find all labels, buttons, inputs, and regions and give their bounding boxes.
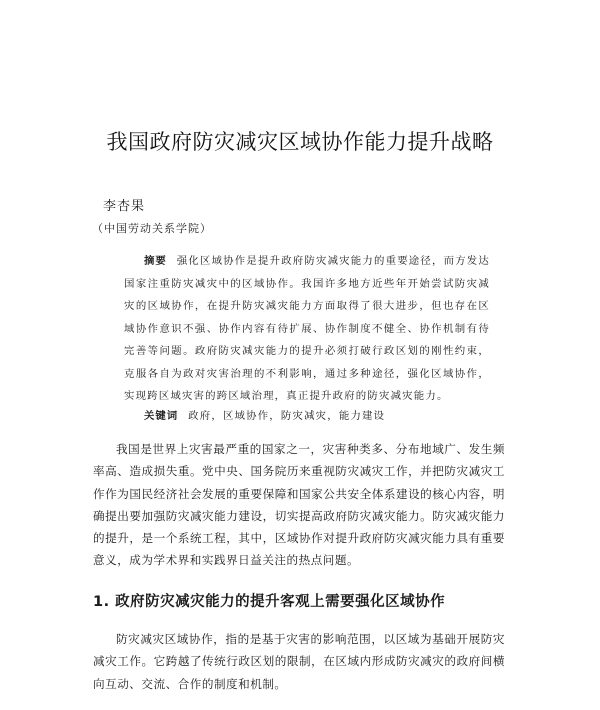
- author-affiliation: （中国劳动关系学院）: [92, 222, 212, 235]
- body-paragraph-1: 我国是世界上灾害最严重的国家之一，灾害种类多、分布地域广、发生频率高、造成损失重。党中央、国务院历来重视防灾减灾工作，并把防灾减灾工作作为国民经济社会发展的重要保障和国家公共安全体系建设的核心内容，明确提出要加强防灾减灾能力建设，切实提高政府防灾减灾能力。防灾减灾能力的提升，是一个系统工程，其中，区域协作对提升政府防灾减灾能力具有重要意义，成为学术界和实践界日益关注的热点问题。: [93, 442, 505, 568]
- abstract-text: 强化区域协作是提升政府防灾减灾能力的重要途径，而方发达国家注重防灾减灾中的区域协作。我国许多地方近些年开始尝试防灾减灾的区域协作，在提升防灾减灾能力方面取得了很大进步，但也存在区域协作意识不强、协作内容有待扩展、协作制度不健全、协作机制有待完善等问题。政府防灾减灾能力的提升必须打破行政区划的刚性约束，克服各自为政对灾害治理的不利影响，通过多种途径，强化区域协作，实现跨区域灾害的跨区域治理，真正提升政府的防灾减灾能力。: [124, 255, 491, 402]
- keywords-label: 关键词: [144, 410, 179, 422]
- body-paragraph-2: 防灾减灾区域协作，指的是基于灾害的影响范围，以区域为基础开展防灾减灾工作。它跨越了传统行政区划的限制，在区域内形成防灾减灾的政府间横向互动、交流、合作的制度和机制。: [93, 632, 505, 691]
- keywords: [124, 407, 490, 422]
- keywords-text: 政府，区域协作，防灾减灾，能力建设: [188, 410, 386, 422]
- article-title: 我国政府防灾减灾区域协作能力提升战略: [106, 130, 494, 154]
- section-heading-1: 1. 政府防灾减灾能力的提升客观上需要强化区域协作: [93, 594, 446, 610]
- author-name: 李杏果: [103, 199, 146, 214]
- abstract-label: 摘要: [144, 255, 167, 267]
- abstract: [124, 250, 490, 408]
